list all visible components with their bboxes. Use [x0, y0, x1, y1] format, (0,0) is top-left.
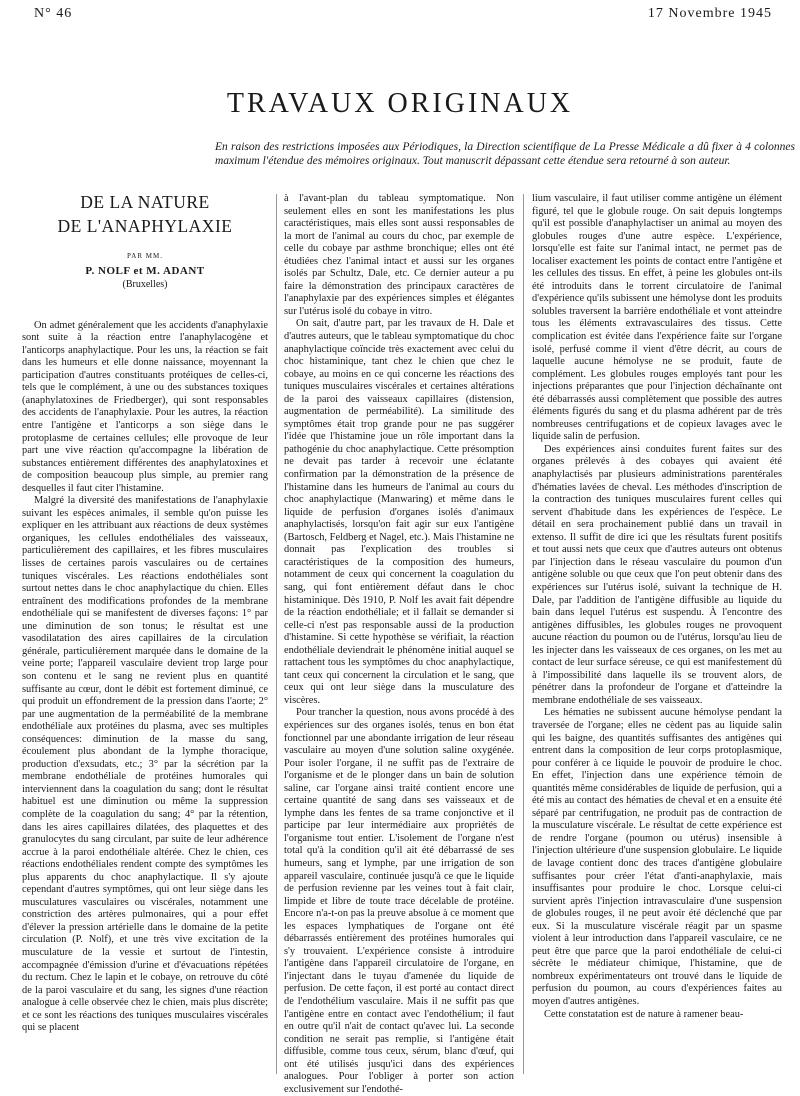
column-2 — [284, 193, 514, 1096]
paragraph: lium vasculaire, il faut utiliser comme antigène un élément figuré, tel que le globule rouge. On sait depuis longtemps qu'il est possible d'anaphylactiser un animal au moyen des globules rouges d'une autre espèce. L'expérience, lorsqu'elle est faite sur l'animal intact, ne permet pas de localiser exactement les points de contact entre l'antigène et les cellules des tissus. En effet, à peine les globules ont-ils été introduits dans le torrent circulatoire de l'animal d'expérience qu'ils subissent une hémolyse dont les produits solubles traversent la barrière endothéliale et vont atteindre tous les éléments extravasculaires des tissus. Cette complication est évitée dans l'expérience faite sur l'organe isolé, perfusé comme il vient d'être décrit, au cours de laquelle aucune hémolyse ne se produit, faute de complément. Les globules rouges employés tant pour les injections préparantes que pour l'injection déchaînante ont été débarrassés aussi complètement que possible des autres éléments figurés du sang et du plasma adhérent par de très nombreuses centrifugations et de copieux lavages avec le liquide salin de perfusion. — [532, 193, 782, 443]
paragraph: à l'avant-plan du tableau symptomatique. Non seulement elles en sont les manifestations les plus caractéristiques, mais elles sont aussi responsables de la mort de l'animal au cours du choc, par exemple de celle du cobaye par asthme bronchique; elles ont été étudiées chez l'animal intact et aussi sur les organes isolés par Schultz, Dale, etc. Ce dernier auteur a pu faire la démonstration des principaux caractères de l'anaphylaxie par des expériences simples et élégantes sur l'utérus isolé du cobaye in vitro. — [284, 193, 514, 317]
paragraph: Malgré la diversité des manifestations de l'anaphylaxie suivant les espèces animales, il semble qu'on puisse les expliquer en les attribuant aux réactions de deux systèmes organiques, les cellules endothéliales des vaisseaux, particulièrement des capillaires, et les fibres musculaires lisses de certaines parois vasculaires ou de certaines tuniques viscérales. Les réactions endothéliales sont surtout nettes dans le choc anaphylactique du chien. Elles entraînent des modifications profondes de la membrane endothéliale qui se manifestent de diverses façons: 1° par une diminution de son tonus; le résultat est une vasodilatation des aires capillaires de la circulation générale, particulièrement marquée dans le domaine de la veine porte; l'appareil vasculaire devient trop large pour son contenu et le sang ne revient plus en quantité suffisante au cœur, dont le débit est fortement diminué, ce qui produit un effondrement de la pression dans l'aorte; 2° par une augmentation de la perméabilité de la membrane endothéliale aux protéines du plasma, avec ses multiples conséquences: diminution de la masse du sang, écoulement plus abondant de la lymphe thoracique, production d'exsudats, etc.; 3° par la sécrétion par la membrane endothéliale de protéines humorales qui interviennent dans la coagulation du sang; dont le résultat habituel est une diminution ou même la suppression complète de la coagulation du sang; 4° par la rétention, dans les aires capillaires dilatées, des plaquettes et des granulocytes du sang circulant, par suite de leur adhérence accrue à la paroi endothéliale altérée. Chez le chien, ces réactions endothéliales rendent compte des symptômes les plus apparents du choc anaphylactique. Il s'y ajoute cependant d'autres symptômes, qui ont leur siège dans les musculatures vasculaires ou viscérales, notamment une constriction des artères pulmonaires, qui a pour effet d'élever la pression artérielle dans le domaine de la petite circulation (P. Nolf), et une très vive excitation de la musculature de la vessie et surtout de l'intestin, accompagnée d'émission d'urine et d'évacuations répétées du rectum. Chez le lapin et le cobaye, on retrouve du côté de la paroi vasculaire et du sang, les signes d'une réaction analogue à celle observée chez le chien, mais plus discrète; et ce sont les réactions des tuniques musculaires viscérales qui se placent — [22, 495, 268, 1034]
issue-number: N° 46 — [34, 6, 73, 21]
byline-prefix: PAR MM. — [127, 252, 163, 260]
authors: P. NOLF et M. ADANT — [85, 264, 205, 277]
paragraph: Cette constatation est de nature à ramener beau- — [544, 1008, 744, 1020]
column-divider — [523, 194, 524, 1074]
editorial-notice: En raison des restrictions imposées aux Périodiques, la Direction scientifique de La Presse Médicale a dû fixer à 4 colonnes maximum l'étendue des mémoires originaux. Tout manuscrit dépassant cette étendue sera retourné à son auteur. — [215, 141, 795, 167]
article-title-line-1: DE LA NATURE — [80, 196, 210, 212]
article-title-line-2: DE L'ANAPHYLAXIE — [57, 216, 233, 236]
paragraph: On sait, d'autre part, par les travaux de H. Dale et d'autres auteurs, que le tableau symptomatique du choc anaphylactique coïncide très exactement avec celui du choc histaminique, tant chez le chien que chez le cobaye, au moins en ce qui concerne les réactions des tuniques musculaires viscérales et certaines altérations de la paroi des vaisseaux capillaires (distension, augmentation de perméabilité). La similitude des symptômes était trop grande pour ne pas suggérer l'idée que l'histamine joue un rôle important dans la pathogénie du choc anaphylactique. Cette présomption ne devait pas tarder à recevoir une éclatante confirmation par la démonstration de la présence de l'histamine dans les humeurs de l'animal au cours du choc anaphylactique (Manwaring) et même dans le liquide de perfusion d'organes isolés d'animaux anaphylactisés, lorsqu'on fait agir sur eux l'antigène (Bartosch, Feldberg et Nagel, etc.). Mais l'histamine ne donnait pas l'explication des troubles si caractéristiques de la composition des humeurs, notamment de ceux qui concernent la coagulation du sang, qui font entièrement défaut dans le choc histaminique. Dès 1910, P. Nolf les avait fait dépendre de la réaction endothéliale; et il fallait se demander si celle-ci n'est pas responsable aussi de la production d'histamine. Si cette hypothèse se vérifiait, la réaction endothéliale deviendrait le phénomène initial auquel se rattachent tous les symptômes du choc anaphylactique, tant ceux qui concernent la circulation et le sang, que ceux qui ont leur siège dans la musculature des viscères. — [284, 318, 514, 706]
column-1 — [22, 196, 268, 1035]
issue-date: 17 Novembre 1945 — [647, 6, 772, 21]
column-divider — [276, 194, 277, 1074]
section-title: TRAVAUX ORIGINAUX — [226, 88, 574, 119]
column-3 — [532, 193, 782, 1021]
paragraph: On admet généralement que les accidents d'anaphylaxie sont suite à la réaction entre l'anaphylacogène et l'anticorps anaphylactique. Pour les uns, la réaction se fait dans les humeurs et elle donne naissance, moyennant la participation d'autres constituants protéiques de celles-ci, tels que le complément, à une ou des substances toxiques (anaphylatoxines de Friedberger), qui sont responsables des accidents de l'anaphylaxie. Pour les autres, la réaction entre l'antigène et l'anticorps a son siège dans le protoplasme de certaines cellules; elle provoque de leur part une vive réaction qu'accompagne la libération de substances entièrement différentes des anaphylatoxines et de composition beaucoup plus simple, au premier rang desquelles il faut citer l'histamine. — [22, 319, 268, 494]
paragraph: Les hématies ne subissent aucune hémolyse pendant la traversée de l'organe; elles ne cèdent pas au liquide salin qui les baigne, des quantités suffisantes des antigènes qui entrent dans la composition de leur corps protoplasmique, pour conférer à ce liquide le pouvoir de produire le choc. En effet, l'injection dans une expérience témoin de quantités même considérables de liquide de perfusion, qui a été mis au contact des hématies de cheval et en a ensuite été séparé par centrifugation, ne produit pas de contraction de la musculature viscérale. Le résultat de cette expérience est de rendre l'organe (poumon ou utérus) insensible à l'injection ultérieure d'une suspension globulaire. Le liquide de lavage contient donc des traces d'antigène globulaire suffisantes pour créer l'état d'anti-anaphylaxie, mais insuffisantes pour produire le choc. Lorsque celui-ci survient après l'injection intravasculaire d'une suspension de globules rouges, il ne peut avoir été déclenché que par eux. Si la musculature viscérale réagit par un spasme violent à leur introduction dans l'appareil vasculaire, ce ne peut être que parce que la paroi endothéliale de celui-ci sécrète le médiateur chimique, l'histamine, que de nombreux expérimentateurs ont trouvé dans le liquide de perfusion du poumon, au cours d'expériences faites au moyen d'autres antigènes. — [532, 707, 782, 1007]
affiliation: (Bruxelles) — [122, 279, 168, 291]
paragraph: Des expériences ainsi conduites furent faites sur des organes prélevés à des cobayes qui avaient été anaphylactisés par plusieurs administrations parentérales d'hématies lavées de cheval. Les méthodes d'inscription de la contraction des tuniques musculaires furent celles qui servent d'habitude dans les expériences de l'espèce. Le détail en sera prochainement publié dans un travail in extenso. Il suffit de dire ici que les résultats furent positifs et tout aussi nets que ceux que d'autres auteurs ont obtenus par l'injection dans le réseau vasculaire du poumon d'un antigène soluble ou que ceux que l'on peut obtenir dans des expériences sur l'utérus isolé, suivant la technique de H. Dale, par l'addition de l'antigène diffusible au liquide du bain dans lequel l'utérus est suspendu. À l'encontre des antigènes diffusibles, les globules rouges ne provoquent aucune réaction du poumon ou de l'utérus, lorsqu'au lieu de les injecter dans les vaisseaux de ces organes, on les met au contact de leur surface séreuse, ce qui est manifestement dû à l'impossibilité dans laquelle ils se trouvent alors, de pénétrer dans la profondeur de l'organe et d'atteindre la membrane endothéliale de ses vaisseaux. — [532, 443, 782, 706]
article-title — [22, 196, 268, 238]
paragraph: Pour trancher la question, nous avons procédé à des expériences sur des organes isolés, tenus en bon état fonctionnel par une abondante irrigation de leur réseau vasculaire au moyen d'une solution saline oxygénée. Pour isoler l'organe, il ne suffit pas de l'extraire de l'organisme et de le plonger dans un bain de solution saline, car l'organe ainsi traité contient encore une certaine quantité de sang dans ses vaisseaux et de lymphe dans les fentes de sa trame conjonctive et il participe par leur intermédiaire aux propriétés de l'organisme tout entier. L'isolement de l'organe n'est total qu'à la condition qu'il ait été débarrassé de ses humeurs, sang et lymphe, par une irrigation de son appareil vasculaire, continuée jusqu'à ce que le liquide de perfusion revienne par les veines tout à fait clair, limpide et libre de toute trace décelable de protéine. Encore n'a-t-on pas la preuve absolue à ce moment que les espaces lymphatiques de l'organe ont été débarrassés entièrement des protéines humorales qui s'y trouvaient. L'expérience consiste à introduire l'antigène dans l'appareil circulatoire de l'organe, en l'injectant dans le tuyau d'amenée du liquide de perfusion. De cette façon, il est porté au contact direct de l'endothélium vasculaire. Mais il ne suffit pas que l'antigène entre en contact avec l'endothélium; il faut en outre qu'il n'ait de contact qu'avec lui. La seconde condition ne serait pas remplie, si l'antigène était diffusible, comme tous ceux, sérum, blanc d'œuf, qui ont été utilisés jusqu'ici dans des expériences analogues. Pour l'obliger à porter son action exclusivement sur l'endothé- — [284, 707, 514, 1095]
